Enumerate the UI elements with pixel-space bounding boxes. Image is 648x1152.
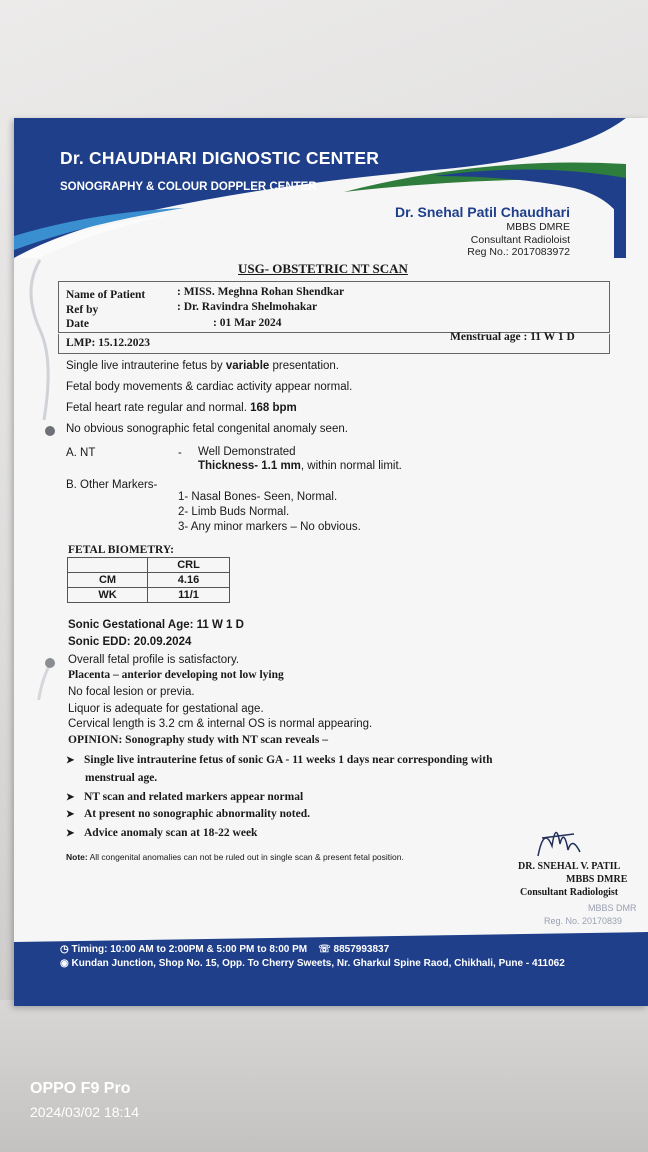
footer-address: ◉ Kundan Junction, Shop No. 15, Opp. To Cherry Sweets, Nr. Gharkul Spine Raod, Chikhali, Pune - 411062 (60, 958, 565, 969)
signatory-name: DR. SNEHAL V. PATIL (518, 861, 621, 872)
summary-liquor: Liquor is adequate for gestational age. (68, 703, 264, 715)
footer-phone: 8857993837 (333, 944, 390, 955)
nt-thickness: Thickness- 1.1 mm, within normal limit. (198, 460, 402, 472)
summary-lesion: No focal lesion or previa. (68, 686, 195, 698)
signature-mark (530, 816, 590, 866)
report-sheet (14, 118, 648, 1006)
lmp-text: LMP: 15.12.2023 (66, 337, 151, 349)
bullet-arrow-icon: ➤ (66, 809, 75, 820)
center-subtitle: SONOGRAPHY & COLOUR DOPPLER CENTER (60, 181, 317, 193)
summary-placenta: Placenta – anterior developing not low lying (68, 669, 284, 681)
biometry-table (67, 557, 230, 603)
summary-profile: Overall fetal profile is satisfactory. (68, 654, 240, 666)
center-name: Dr. CHAUDHARI DIGNOSTIC CENTER (60, 148, 380, 168)
registration-number: Reg No.: 2017083972 (467, 246, 570, 258)
bullet-arrow-icon: ➤ (66, 792, 75, 803)
opinion-bullet-4: ➤ Advice anomaly scan at 18-22 week (66, 827, 258, 839)
opinion-heading: OPINION: Sonography study with NT scan reveals – (68, 734, 328, 746)
footer-timing: ◷ Timing: 10:00 AM to 2:00PM & 5:00 PM to 8:00 PM ☏ 8857993837 (60, 944, 390, 955)
summary-cervical: Cervical length is 3.2 cm & internal OS is normal appearing. (68, 718, 373, 730)
nt-value: Well Demonstrated (198, 446, 296, 458)
table-row (68, 573, 230, 588)
row-value-cm: 4.16 (148, 573, 230, 588)
ref-by-value: : Dr. Ravindra Shelmohakar (177, 301, 318, 313)
table-row (68, 558, 230, 573)
opinion-bullet-3: ➤ At present no sonographic abnormality noted. (66, 808, 310, 820)
disclaimer-note: Note: All congenital anomalies can not be ruled out in single scan & present fetal position. (66, 852, 404, 862)
finding-heart-rate: Fetal heart rate regular and normal. 168 bpm (66, 402, 297, 414)
plastic-clip-overlay (0, 0, 80, 700)
date-label: Date (66, 318, 89, 330)
marker-minor: 3- Any minor markers – No obvious. (178, 521, 361, 533)
doctor-degree: MBBS DMRE (506, 221, 570, 233)
location-icon: ◉ (60, 958, 69, 969)
opinion-bullet-1-cont: menstrual age. (85, 772, 158, 784)
doctor-role: Consultant Radioloist (470, 234, 570, 246)
table-header-crl: CRL (148, 558, 230, 573)
biometry-title: FETAL BIOMETRY: (68, 544, 174, 556)
bullet-arrow-icon: ➤ (66, 755, 75, 766)
nt-dash: - (178, 447, 182, 459)
signatory-degree: MBBS DMRE (566, 874, 628, 885)
ref-by-label: Ref by (66, 304, 99, 316)
other-markers-label: B. Other Markers- (66, 479, 158, 491)
camera-watermark-model: OPPO F9 Pro (30, 1080, 131, 1097)
row-label-wk: WK (68, 588, 148, 603)
table-row (68, 588, 230, 603)
finding-anomaly: No obvious sonographic fetal congenital anomaly seen. (66, 423, 348, 435)
clock-icon: ◷ (60, 944, 69, 955)
patient-name-label: Name of Patient (66, 289, 146, 301)
sonic-ga: Sonic Gestational Age: 11 W 1 D (68, 619, 244, 631)
bullet-arrow-icon: ➤ (66, 828, 75, 839)
date-value: : 01 Mar 2024 (213, 317, 282, 329)
phone-icon: ☏ (318, 944, 331, 955)
background-table-surface (0, 1000, 648, 1152)
nt-label: A. NT (66, 447, 96, 459)
marker-limb-buds: 2- Limb Buds Normal. (178, 506, 290, 518)
camera-watermark-datetime: 2024/03/02 18:14 (30, 1104, 139, 1120)
menstrual-age: Menstrual age : 11 W 1 D (450, 331, 575, 343)
patient-name-value: : MISS. Meghna Rohan Shendkar (177, 286, 345, 298)
doctor-name: Dr. Snehal Patil Chaudhari (394, 204, 570, 220)
row-value-wk: 11/1 (148, 588, 230, 603)
stamp-reg: Reg. No. 20170839 (544, 916, 623, 926)
marker-nasal-bones: 1- Nasal Bones- Seen, Normal. (178, 491, 338, 503)
signatory-role: Consultant Radiologist (520, 887, 619, 898)
opinion-bullet-1: ➤ Single live intrauterine fetus of sonic GA - 11 weeks 1 days near corresponding with (66, 754, 493, 766)
patient-info-box (58, 281, 610, 333)
finding-presentation: Single live intrauterine fetus by variable presentation. (66, 360, 339, 372)
finding-movements: Fetal body movements & cardiac activity appear normal. (66, 381, 353, 393)
row-label-cm: CM (68, 573, 148, 588)
report-title: USG- OBSTETRIC NT SCAN (238, 261, 408, 276)
sonic-edd: Sonic EDD: 20.09.2024 (68, 636, 192, 648)
opinion-bullet-2: ➤ NT scan and related markers appear normal (66, 791, 304, 803)
stamp-degree: MBBS DMR (588, 903, 637, 913)
